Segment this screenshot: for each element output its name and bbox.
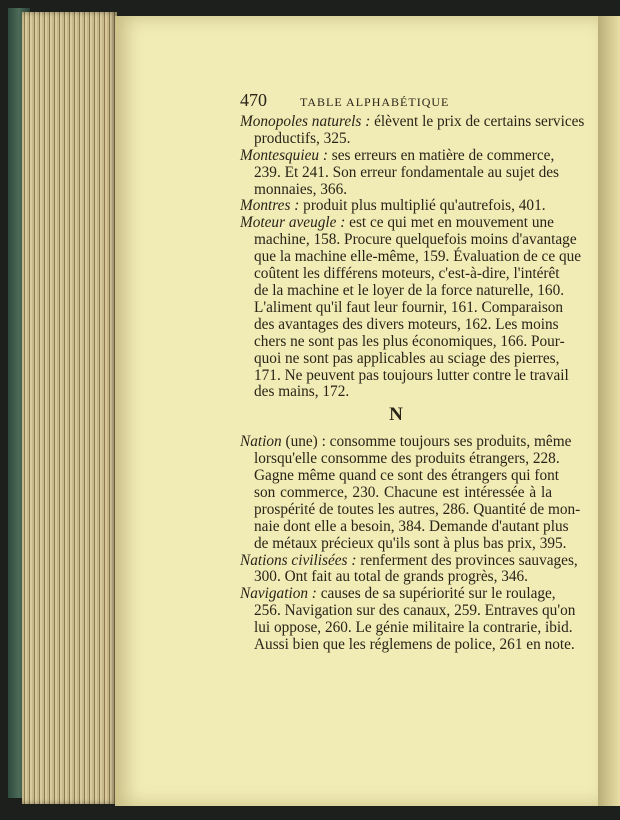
entry-line: 171. Ne peuvent pas toujours lutter contre le travail — [254, 366, 569, 384]
entry-term: Montesquieu : — [240, 146, 328, 164]
entry-text: produit plus multiplié qu'autrefois, 401. — [299, 197, 546, 215]
entry-term: Nations civilisées : — [240, 551, 357, 569]
entry-term: Montres : — [240, 197, 300, 215]
entry-term: Moteur aveugle : — [240, 214, 346, 232]
index-entry — [240, 112, 585, 148]
index-entry — [240, 551, 578, 587]
entry-line: chers ne sont pas les plus économiques, 166. Pour- — [254, 332, 565, 350]
entry-line: de métaux précieux qu'ils sont à plus bas prix, 395. — [254, 534, 567, 552]
section-letter: N — [389, 404, 403, 426]
entry-line — [240, 551, 578, 570]
entry-term: Navigation : — [240, 585, 317, 603]
entry-text: renferment des provinces sauvages, — [356, 551, 578, 569]
entry-line: monnaies, 366. — [254, 180, 348, 198]
entry-line — [240, 433, 572, 451]
entry-text: élèvent le prix de certains services — [370, 112, 585, 130]
page-edges — [22, 12, 117, 804]
entry-term: Monopoles naturels : — [240, 112, 371, 130]
index-entry — [240, 433, 581, 552]
index-section-m — [240, 112, 585, 401]
entry-line: prospérité de toutes les autres, 286. Quantité de mon- — [254, 500, 581, 518]
entry-line: naie dont elle a besoin, 384. Demande d'autant plus — [254, 517, 569, 535]
entry-term: Nation — [240, 433, 282, 451]
entry-line: 300. Ont fait au total de grands progrès, 346. — [254, 568, 529, 586]
entry-line — [240, 215, 552, 232]
entry-line: quoi ne sont pas applicables au sciage des pierres, — [254, 349, 560, 367]
entry-line: L'aliment qu'il faut leur fournir, 161. Comparaison — [254, 298, 564, 316]
entry-line: son commerce, 230. Chacune est intéressée à la — [254, 483, 552, 501]
entry-line — [240, 112, 585, 131]
header-title: TABLE ALPHABÉTIQUE — [300, 95, 450, 109]
entry-line — [240, 146, 555, 165]
index-section-n — [240, 433, 581, 654]
running-header — [240, 92, 552, 111]
entry-line: des avantages des divers moteurs, 162. Les moins — [254, 315, 559, 333]
index-entry — [240, 198, 552, 215]
entry-line: 239. Et 241. Son erreur fondamentale au sujet des — [254, 163, 560, 181]
entry-line: lorsqu'elle consomme des produits étrangers, 228. — [254, 450, 560, 468]
entry-line: Gagne même quand ce sont des étrangers qui font — [254, 467, 559, 485]
entry-line: de la machine et le loyer de la force naturelle, 160. — [254, 281, 565, 299]
entry-text: causes de sa supériorité sur le roulage, — [316, 585, 556, 603]
page-number: 470 — [240, 90, 267, 110]
index-entry — [240, 585, 576, 654]
entry-text: (une) : consomme toujours ses produits, même — [281, 433, 572, 451]
index-entry — [240, 214, 582, 401]
index-entry — [240, 146, 560, 199]
entry-line: lui oppose, 260. Le génie militaire la contrarie, ibid. — [254, 619, 573, 637]
entry-line — [240, 198, 552, 215]
page-text — [240, 90, 585, 654]
entry-line: Aussi bien que les réglemens de police, 261 en note. — [254, 636, 575, 654]
entry-line — [240, 585, 556, 603]
entry-text: est ce qui met en mouvement une — [345, 214, 554, 232]
entry-line: coûtent les différens moteurs, c'est-à-dire, l'intérêt — [254, 265, 560, 283]
entry-line: productifs, 325. — [254, 129, 351, 147]
entry-line: machine, 158. Procure quelquefois moins d'avantage — [254, 231, 577, 249]
entry-text: ses erreurs en matière de commerce, — [327, 146, 555, 164]
entry-line: des mains, 172. — [254, 383, 350, 401]
facing-page-edge — [598, 16, 620, 806]
entry-line: que la machine elle-même, 159. Évaluation de ce que — [254, 248, 582, 266]
entry-line: 256. Navigation sur des canaux, 259. Entraves qu'on — [254, 602, 576, 620]
